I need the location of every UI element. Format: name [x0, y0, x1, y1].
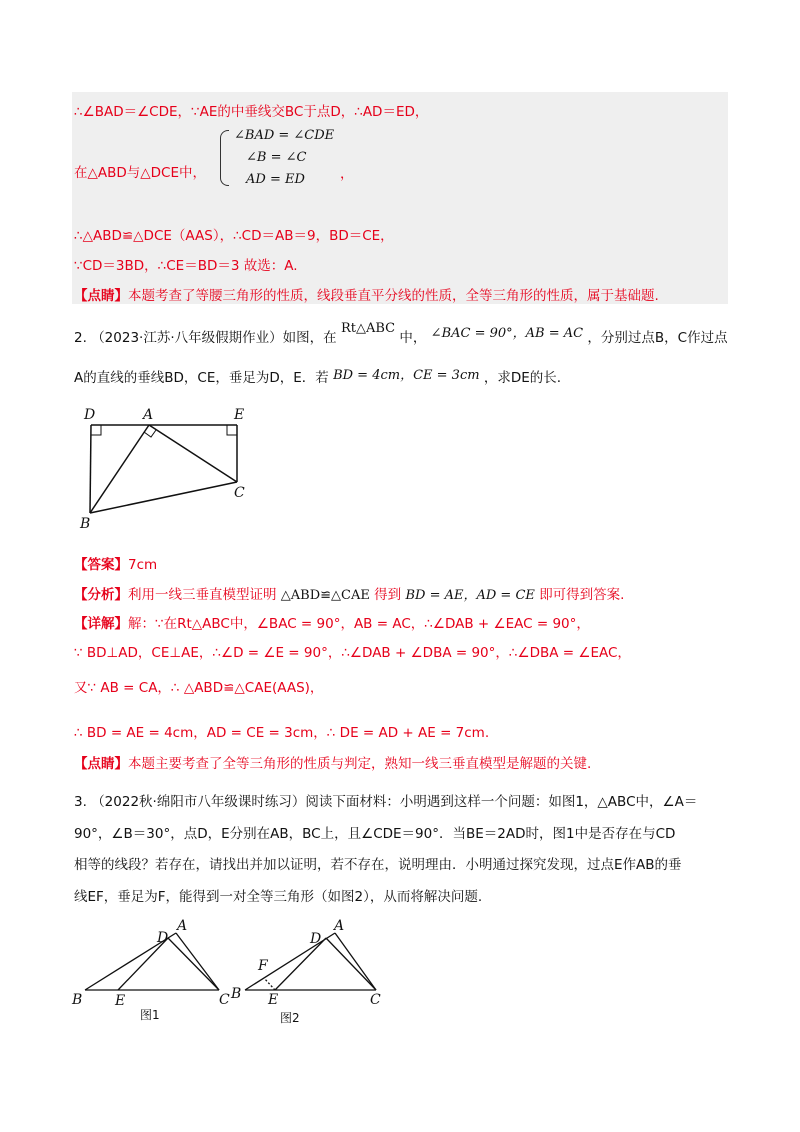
- system-eq-2: ∠B = ∠C: [246, 150, 307, 165]
- q2-answer: [74, 553, 157, 573]
- comment-text: 本题考查了等腰三角形的性质，线段垂直平分线的性质，全等三角形的性质，属于基础题.: [128, 288, 659, 304]
- fig2-label-D: D: [310, 931, 322, 947]
- fig1-caption: 图1: [140, 1008, 160, 1022]
- fig1-label-C: C: [219, 992, 230, 1008]
- q2-rt-abc: Rt△ABC: [340, 321, 396, 336]
- q2-comment: [74, 752, 591, 772]
- label-E: E: [234, 407, 245, 423]
- q2-analysis: [74, 583, 624, 603]
- q2-source: （2023·江苏·八年级假期作业）如图，在: [91, 330, 337, 346]
- q2-figure: [74, 400, 274, 535]
- q2-detail-line-2: ∵ BD⊥AD，CE⊥AE，∴∠D = ∠E = 90°，∴∠DAB + ∠DBA = 90°，∴∠DBA = ∠EAC，: [74, 645, 631, 661]
- q2-comment-text: 本题主要考查了全等三角形的性质与判定，熟知一线三垂直模型是解题的关键.: [128, 756, 592, 772]
- fig1-line-DC: [168, 938, 219, 990]
- q2-number: 2.: [74, 330, 87, 346]
- label-D: D: [84, 407, 96, 423]
- q3-stem-line-2: 90°，∠B＝30°，点D，E分别在AB，BC上，且∠CDE＝90°．当BE＝2AD时，图1中是否存在与CD: [74, 826, 676, 842]
- q2-tail: ，分别过点B，C作过点: [587, 330, 728, 346]
- fig2-caption: 图2: [280, 1011, 300, 1025]
- fig2-label-E: E: [268, 992, 279, 1008]
- fig2-label-A: A: [334, 918, 345, 934]
- label-C: C: [234, 485, 245, 501]
- fig1-label-A: A: [177, 918, 188, 934]
- analysis-tag: 【分析】: [74, 587, 128, 603]
- label-A: A: [143, 407, 154, 423]
- line-BD: [90, 425, 91, 513]
- analysis-b: △ABD≌△CAE: [280, 588, 370, 603]
- right-angle-E: [227, 425, 237, 435]
- q2-given: BD = 4cm，CE = 3cm: [333, 368, 480, 383]
- comment-tag: 【点睛】: [74, 288, 128, 304]
- answer-tag: 【答案】: [74, 557, 128, 573]
- system-eq-1: ∠BAD = ∠CDE: [234, 128, 335, 143]
- fig2-label-F: F: [258, 958, 268, 974]
- q3-stem-line-1: [74, 790, 697, 810]
- line-AC: [149, 425, 237, 482]
- q3-figures: [68, 912, 398, 1052]
- solution-comment: [74, 284, 659, 304]
- system-suffix: ，: [340, 166, 354, 182]
- right-angle-D: [91, 425, 101, 435]
- q3-stem-line-3: 相等的线段？若存在，请找出并加以证明，若不存在，说明理由．小明通过探究发现，过点E作AB的垂: [74, 857, 682, 873]
- analysis-e: 即可得到答案.: [539, 587, 625, 603]
- fig2-label-C: C: [370, 992, 381, 1008]
- left-brace: [220, 130, 229, 186]
- q3-stem-line-4: 线EF，垂足为F，能得到一对全等三角形（如图2），从而将解决问题.: [74, 889, 483, 905]
- q3-number: 3.: [74, 794, 87, 810]
- q2-stem-line-2: [74, 366, 561, 386]
- solution-line-3: ∴△ABD≌△DCE（AAS），∴CD＝AB＝9，BD＝CE，: [74, 228, 394, 244]
- system-eq-3: AD = ED: [246, 172, 305, 187]
- line-BC: [90, 482, 237, 513]
- q2-stem-line-1: [74, 321, 728, 346]
- q2-detail-line-1: [74, 612, 590, 632]
- label-B: B: [80, 516, 91, 532]
- fig2-line-AC: [335, 933, 376, 990]
- detail-tag: 【详解】: [74, 616, 128, 632]
- line-AB: [90, 425, 149, 513]
- analysis-c: 得到: [374, 587, 402, 603]
- q2-line2a: A的直线的垂线BD，CE，垂足为D，E．若: [74, 370, 329, 386]
- fig2-line-EF: [264, 978, 275, 990]
- solution-line-1: ∴∠BAD＝∠CDE，∵AE的中垂线交BC于点D，∴AD＝ED，: [74, 104, 429, 120]
- fig1-label-D: D: [157, 930, 169, 946]
- analysis-d: BD = AE，AD = CE: [405, 588, 535, 603]
- fig1-label-E: E: [115, 993, 126, 1009]
- detail-l1: 解：∵在Rt△ABC中，∠BAC = 90°，AB = AC，∴∠DAB + ∠EAC = 90°，: [128, 616, 590, 632]
- fig2-line-DC: [326, 938, 376, 990]
- q2-line2c: ，求DE的长.: [483, 370, 562, 386]
- q2-detail-line-3: 又∵ AB = CA，∴ △ABD≌△CAE(AAS)，: [74, 680, 324, 696]
- figure-1: [85, 933, 219, 990]
- q2-mid: 中，: [399, 330, 427, 346]
- solution-line-2-prefix: 在△ABD与△DCE中，: [74, 165, 207, 181]
- q2-detail-line-4: ∴ BD = AE = 4cm，AD = CE = 3cm，∴ DE = AD + AE = 7cm.: [74, 725, 490, 741]
- q2-condition: ∠BAC = 90°，AB = AC: [430, 326, 584, 341]
- q3-line1: （2022秋·绵阳市八年级课时练习）阅读下面材料：小明遇到这样一个问题：如图1，△ABC中，∠A＝: [91, 794, 698, 810]
- answer-text: 7cm: [128, 557, 158, 573]
- fig1-label-B: B: [72, 992, 83, 1008]
- analysis-a: 利用一线三垂直模型证明: [128, 587, 277, 603]
- fig2-label-B: B: [231, 986, 242, 1002]
- q2-comment-tag: 【点睛】: [74, 756, 128, 772]
- fig1-line-AC: [176, 933, 219, 990]
- solution-line-4: ∵CD＝3BD，∴CE＝BD＝3 故选：A.: [74, 258, 298, 274]
